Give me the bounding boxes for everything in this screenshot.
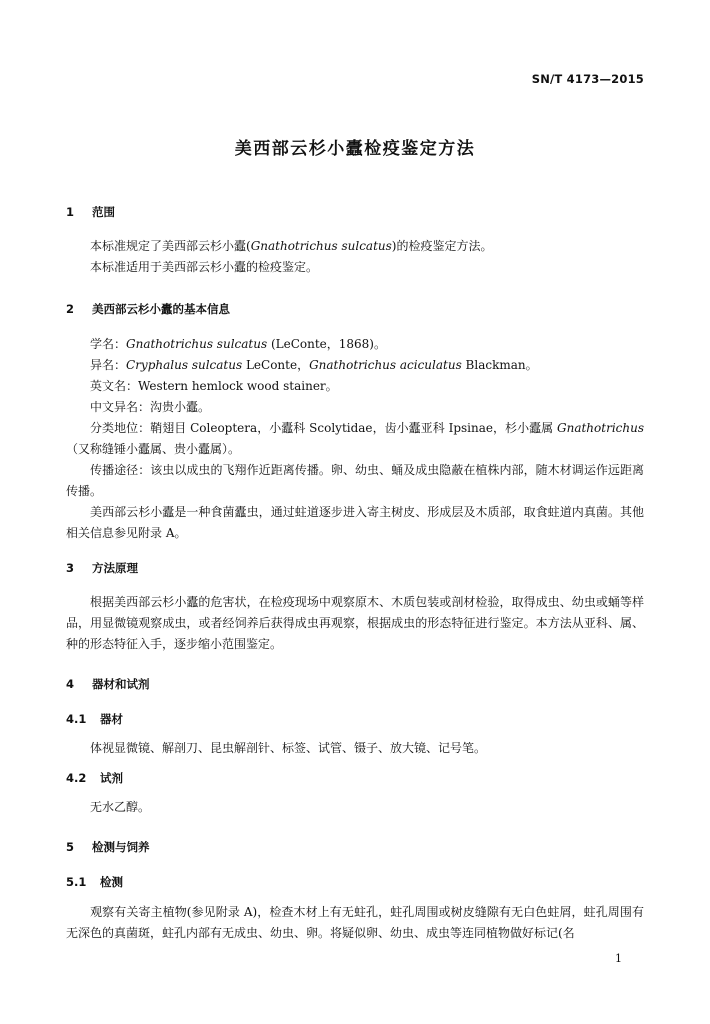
subsection-number: 4.1 xyxy=(66,712,87,726)
taxonomy-paragraph: 分类地位：鞘翅目 Coleoptera，小蠹科 Scolytidae，齿小蠹亚科 Ipsinae，杉小蠹属 Gnathotrichus（又称缝锤小蠹属、贵小蠹属）。 xyxy=(66,421,644,456)
subsection-title: 检测 xyxy=(100,875,123,889)
equipment-list: 体视显微镜、解剖刀、昆虫解剖针、标签、试管、镊子、放大镜、记号笔。 xyxy=(90,741,487,755)
section-5-1-heading xyxy=(66,874,123,890)
section-number: 5 xyxy=(66,840,75,854)
subsection-number: 4.2 xyxy=(66,771,87,785)
page-number: 1 xyxy=(615,952,622,965)
method-principle-paragraph: 根据美西部云杉小蠹的危害状，在检疫现场中观察原木、木质包装或剖材检验，取得成虫、幼虫或蛹等样品，用显微镜观察成虫，或者经饲养后获得成虫再观察，根据成虫的形态特征进行鉴定。本方法从亚科、属、种的形态特征入手，逐步缩小范围鉴定。 xyxy=(66,595,644,651)
section-4-heading xyxy=(66,676,150,692)
reagent-list: 无水乙醇。 xyxy=(90,800,151,814)
section-title: 美西部云杉小蠹的基本信息 xyxy=(92,302,230,316)
section-2-heading xyxy=(66,301,230,317)
standard-number: SN/T 4173—2015 xyxy=(531,72,644,86)
section-5-heading xyxy=(66,839,150,855)
english-name-line: 英文名：Western hemlock wood stainer。 xyxy=(90,379,338,393)
section-4-2-heading xyxy=(66,770,123,786)
synonym-line: 异名：Cryphalus sulcatus LeConte，Gnathotrichus aciculatus Blackman。 xyxy=(90,358,538,372)
scope-paragraph-2: 本标准适用于美西部云杉小蠹的检疫鉴定。 xyxy=(90,260,319,274)
detection-paragraph: 观察有关寄主植物(参见附录 A)，检查木材上有无蛀孔，蛀孔周围或树皮缝隙有无白色蛀屑，蛀孔周围有无深色的真菌斑，蛀孔内部有无成虫、幼虫、卵。将疑似卵、幼虫、成虫等连同植物做好标记(名 xyxy=(66,905,644,940)
section-title: 方法原理 xyxy=(92,561,138,575)
scientific-name-line: 学名：Gnathotrichus sulcatus (LeConte，1868)。 xyxy=(90,337,386,351)
section-number: 1 xyxy=(66,205,75,219)
section-4-1-heading xyxy=(66,711,123,727)
biology-paragraph: 美西部云杉小蠹是一种食菌蠹虫，通过蛀道逐步进入寄主树皮、形成层及木质部，取食蛀道内真菌。其他相关信息参见附录 A。 xyxy=(66,505,644,540)
section-title: 范围 xyxy=(92,205,115,219)
section-title: 检测与饲养 xyxy=(92,840,150,854)
chinese-alias-line: 中文异名：沟贵小蠹。 xyxy=(90,400,211,414)
section-1-heading xyxy=(66,204,115,220)
subsection-title: 试剂 xyxy=(100,771,123,785)
scope-paragraph-1: 本标准规定了美西部云杉小蠹(Gnathotrichus sulcatus)的检疫鉴定方法。 xyxy=(90,239,493,253)
subsection-number: 5.1 xyxy=(66,875,87,889)
section-number: 3 xyxy=(66,561,75,575)
subsection-title: 器材 xyxy=(100,712,123,726)
section-number: 4 xyxy=(66,677,75,691)
section-3-heading xyxy=(66,560,138,576)
transmission-paragraph: 传播途径：该虫以成虫的飞翔作近距离传播。卵、幼虫、蛹及成虫隐蔽在植株内部，随木材调运作远距离传播。 xyxy=(66,463,644,498)
section-number: 2 xyxy=(66,302,75,316)
page-title: 美西部云杉小蠹检疫鉴定方法 xyxy=(234,139,476,159)
section-title: 器材和试剂 xyxy=(92,677,150,691)
